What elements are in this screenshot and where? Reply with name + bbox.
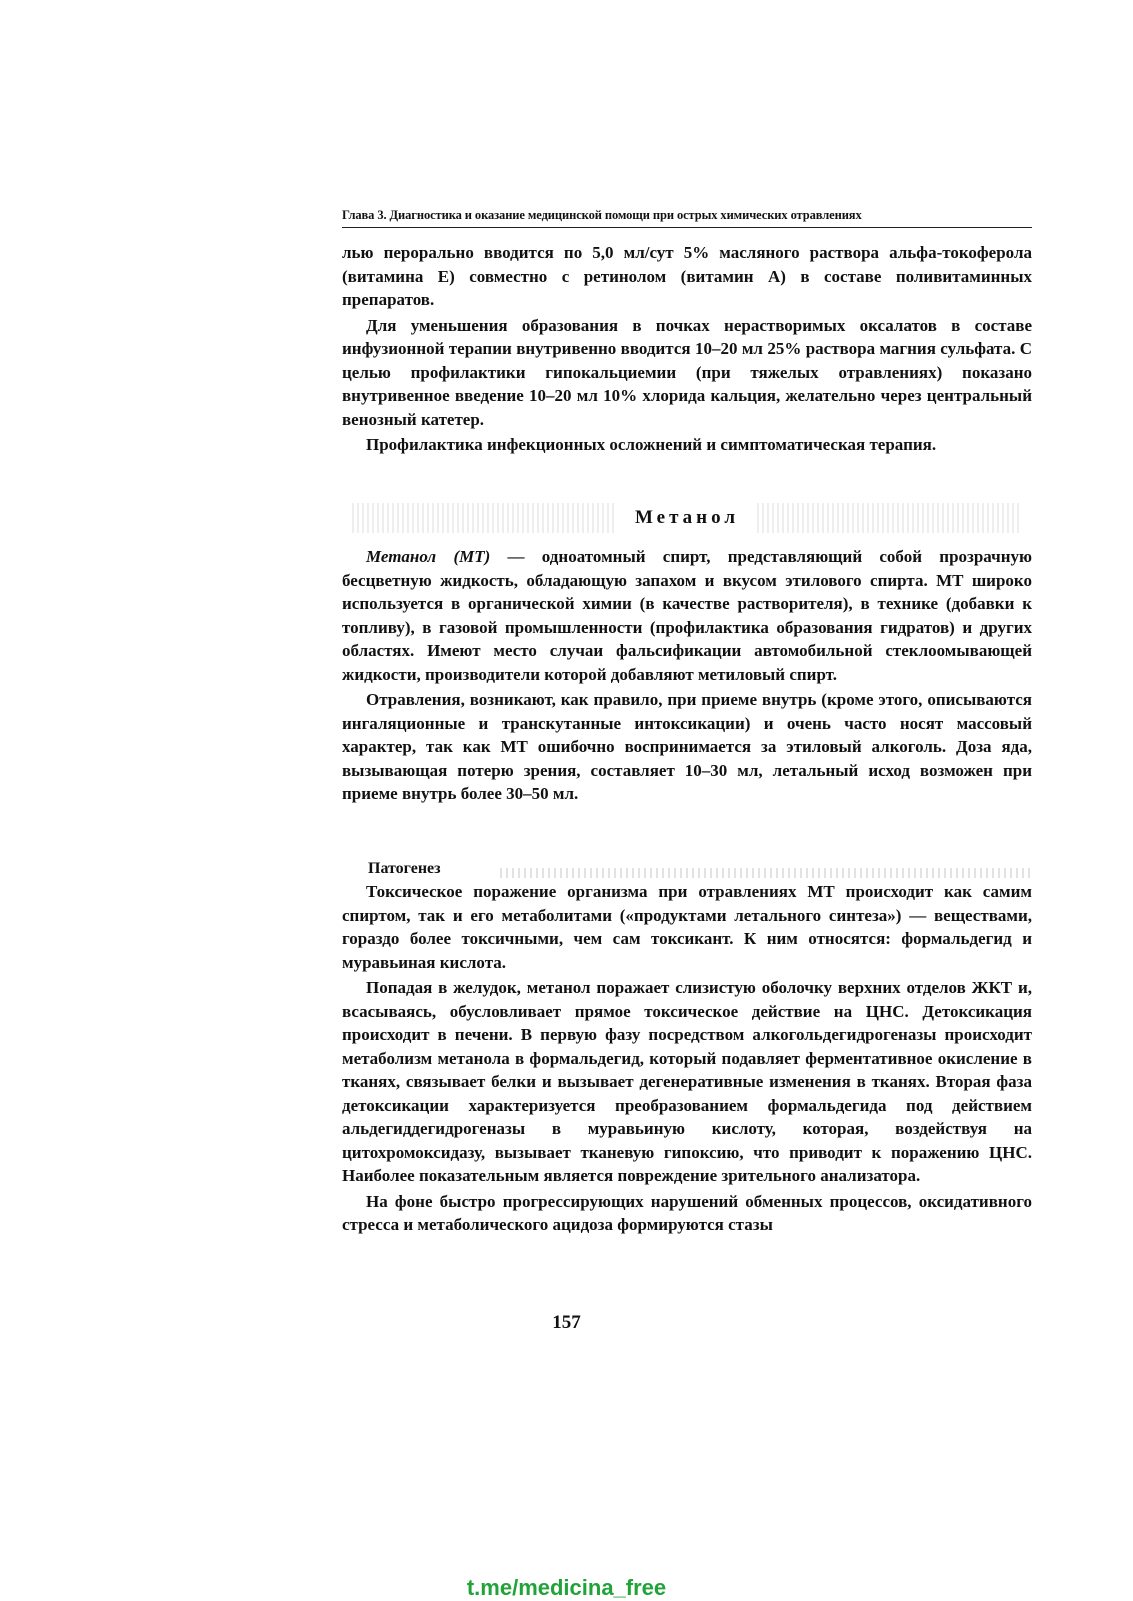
pathogenesis-text: [342, 880, 1032, 1237]
term-methanol: Метанол: [366, 547, 437, 566]
paragraph: Профилактика инфекционных осложнений и симптоматическая терапия.: [366, 435, 937, 454]
intro-text: [342, 241, 1032, 457]
paragraph: Для уменьшения образования в почках нерастворимых оксалатов в составе инфузионной терапии внутривенно вводится 10–20 мл 25% раствора магния сульфата. С целью профилактики гипокальциемии (при тяжелых отравлениях) показано внутривенное введение 10–20 мл 10% хлорида кальция, желательно через центральный венозный катетер.: [342, 315, 1032, 429]
heading-ornament-left: [352, 503, 617, 533]
paragraph-text: — одноатомный спирт, представляющий собой прозрачную бесцветную жидкость, обладающую запахом и вкусом этилового спирта. МТ широко используется в органической химии (в качестве растворителя), в технике (добавки к топливу), в газовой промышленности (профилактика образования гидратов) и других областях. Имеют место случаи фальсификации автомобильной стеклоомывающей жидкости, производители которой добавляют метиловый спирт.: [342, 547, 1032, 684]
running-header: Глава 3. Диагностика и оказание медицинской помощи при острых химических отравлениях: [342, 208, 1032, 228]
term-abbreviation: (МТ): [453, 547, 491, 566]
section-title: Метанол: [634, 507, 740, 528]
watermark-link[interactable]: t.me/medicina_free: [466, 1575, 667, 1600]
methanol-text: [342, 545, 1032, 806]
paragraph: Отравления, возникают, как правило, при приеме внутрь (кроме этого, описываются ингаляционные и транскутанные интоксикации) и очень часто носят массовый характер, так как МТ ошибочно воспринимается за этиловый алкоголь. Доза яда, вызывающая потерю зрения, составляет 10–30 мл, летальный исход возможен при приеме внутрь более 30–50 мл.: [342, 690, 1032, 803]
section-heading-row: [342, 492, 1032, 544]
page-number: 157: [552, 1312, 581, 1333]
paragraph: Попадая в желудок, метанол поражает слизистую оболочку верхних отделов ЖКТ и, всасываясь, обусловливает прямое токсическое действие на ЦНС. Детоксикация происходит в печени. В первую фазу посредством алкогольдегидрогеназы происходит метаболизм метанола в формальдегид, который подавляет ферментативное окисление в тканях, связывает белки и вызывает дегенеративные изменения в тканях. Вторая фаза детоксикации характеризуется преобразованием формальдегида под действием альдегиддегидрогеназы в муравьиную кислоту, которая, воздействуя на цитохромоксидазу, вызывает тканевую гипоксию, что приводит к поражению ЦНС. Наиболее показательным является повреждение зрительного анализатора.: [342, 978, 1032, 1185]
subsection-heading: Патогенез: [368, 860, 441, 877]
paragraph: Токсическое поражение организма при отравлениях МТ происходит как самим спиртом, так и его метаболитами («продуктами летального синтеза») — веществами, гораздо более токсичными, чем сам токсикант. К ним относятся: формальдегид и муравьиная кислота.: [342, 882, 1032, 972]
paragraph: [342, 545, 1032, 686]
scan-noise: [500, 868, 1030, 878]
paragraph: лью перорально вводится по 5,0 мл/сут 5% масляного раствора альфа-токоферола (витамина Е) совместно с ретинолом (витамин А) в составе поливитаминных препаратов.: [342, 243, 1032, 309]
heading-ornament-right: [757, 503, 1022, 533]
paragraph: На фоне быстро прогрессирующих нарушений обменных процессов, оксидативного стресса и метаболического ацидоза формируются стазы: [342, 1191, 1032, 1234]
